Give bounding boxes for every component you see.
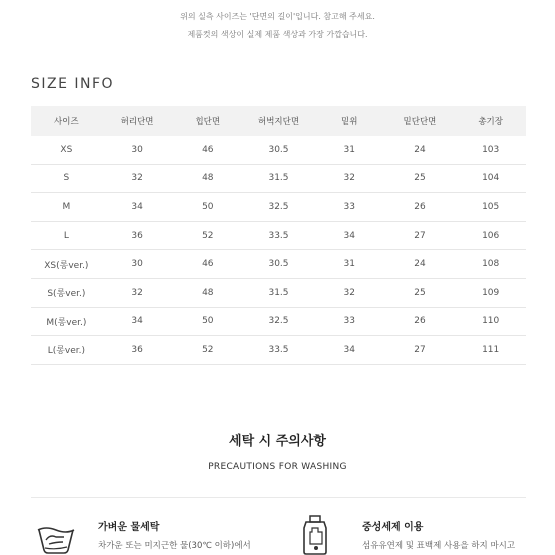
care-item-desc: 차가운 또는 미지근한 물(30℃ 이하)에서	[98, 541, 251, 551]
size-table-header	[31, 106, 526, 136]
cell-thigh: 33.5	[268, 230, 289, 241]
cell-hip: 52	[202, 230, 214, 241]
cell-size: XS(롱ver.)	[44, 260, 89, 271]
cell-thigh: 33.5	[268, 344, 289, 355]
cell-thigh: 31.5	[268, 287, 289, 298]
cell-size: L(롱ver.)	[47, 346, 86, 357]
cell-length: 110	[482, 316, 500, 327]
cell-size: L	[63, 230, 69, 241]
cell-length: 106	[482, 230, 500, 241]
table-row	[31, 308, 526, 337]
cell-hip: 46	[202, 144, 214, 155]
cell-waist: 30	[131, 259, 143, 270]
cell-rise: 33	[343, 201, 355, 212]
cell-hem: 24	[414, 259, 426, 270]
cell-hip: 50	[202, 201, 214, 212]
care-item-label: 가벼운 물세탁	[98, 522, 160, 533]
cell-hem: 25	[414, 173, 426, 184]
cell-waist: 34	[131, 201, 143, 212]
size-table	[31, 106, 526, 365]
header-thigh: 허벅지단면	[257, 117, 300, 127]
cell-rise: 34	[343, 230, 355, 241]
detergent-bottle-icon	[294, 514, 338, 555]
cell-waist: 36	[131, 230, 143, 241]
cell-thigh: 32.5	[268, 201, 289, 212]
cell-thigh: 30.5	[268, 144, 289, 155]
table-row	[31, 222, 526, 251]
cell-hem: 27	[414, 344, 426, 355]
cell-waist: 30	[131, 144, 143, 155]
cell-hip: 52	[202, 344, 214, 355]
header-size: 사이즈	[54, 117, 79, 127]
cell-hem: 27	[414, 230, 426, 241]
care-title: 세탁 시 주의사항	[229, 434, 326, 449]
table-row	[31, 165, 526, 194]
cell-hip: 48	[202, 287, 214, 298]
cell-waist: 34	[131, 316, 143, 327]
cell-rise: 32	[343, 173, 355, 184]
size-table-body	[31, 136, 526, 365]
size-info-title: SIZE INFO	[31, 76, 115, 92]
table-row	[31, 136, 526, 165]
table-row	[31, 250, 526, 279]
cell-length: 108	[482, 259, 500, 270]
cell-rise: 32	[343, 287, 355, 298]
cell-hip: 48	[202, 173, 214, 184]
cell-hip: 46	[202, 259, 214, 270]
header-hip: 힙단면	[195, 117, 221, 127]
cell-thigh: 32.5	[268, 316, 289, 327]
care-divider	[31, 497, 526, 498]
cell-waist: 32	[131, 173, 143, 184]
cell-thigh: 30.5	[268, 259, 289, 270]
cell-size: XS	[60, 144, 73, 155]
cell-size: S(롱ver.)	[47, 289, 86, 300]
care-item-desc: 섬유유연제 및 표백제 사용을 하지 마시고	[362, 541, 516, 551]
care-item-hand-wash	[98, 518, 251, 551]
table-row	[31, 193, 526, 222]
cell-hem: 24	[414, 144, 426, 155]
cell-length: 109	[482, 287, 500, 298]
table-row	[31, 336, 526, 365]
cell-size: S	[63, 173, 70, 184]
cell-rise: 31	[343, 144, 355, 155]
care-item-label: 중성세제 이용	[362, 522, 424, 533]
header-hem: 밑단단면	[403, 117, 437, 127]
cell-size: M	[62, 201, 71, 212]
cell-thigh: 31.5	[268, 173, 289, 184]
cell-hip: 50	[202, 316, 214, 327]
note-line-2: 제품컷의 색상이 실제 제품 색상과 가장 가깝습니다.	[187, 30, 368, 39]
cell-hem: 25	[414, 287, 426, 298]
hand-wash-icon	[36, 520, 76, 555]
table-row	[31, 279, 526, 308]
cell-length: 111	[482, 344, 500, 355]
cell-waist: 32	[131, 287, 143, 298]
cell-rise: 31	[343, 259, 355, 270]
care-item-detergent	[362, 518, 515, 551]
header-length: 총기장	[478, 117, 503, 127]
header-rise: 밑위	[341, 117, 358, 127]
care-subtitle: PRECAUTIONS FOR WASHING	[208, 462, 347, 472]
cell-hem: 26	[414, 316, 426, 327]
cell-size: M(롱ver.)	[46, 317, 87, 328]
header-waist: 허리단면	[120, 117, 154, 127]
cell-length: 105	[482, 201, 500, 212]
cell-length: 103	[482, 144, 500, 155]
note-line-1: 위의 실측 사이즈는 '단면의 길이'입니다. 참고해 주세요.	[180, 12, 375, 21]
cell-rise: 33	[343, 316, 355, 327]
cell-waist: 36	[131, 344, 143, 355]
cell-length: 104	[482, 173, 500, 184]
cell-hem: 26	[414, 201, 426, 212]
size-notes	[0, 8, 555, 44]
cell-rise: 34	[343, 344, 355, 355]
